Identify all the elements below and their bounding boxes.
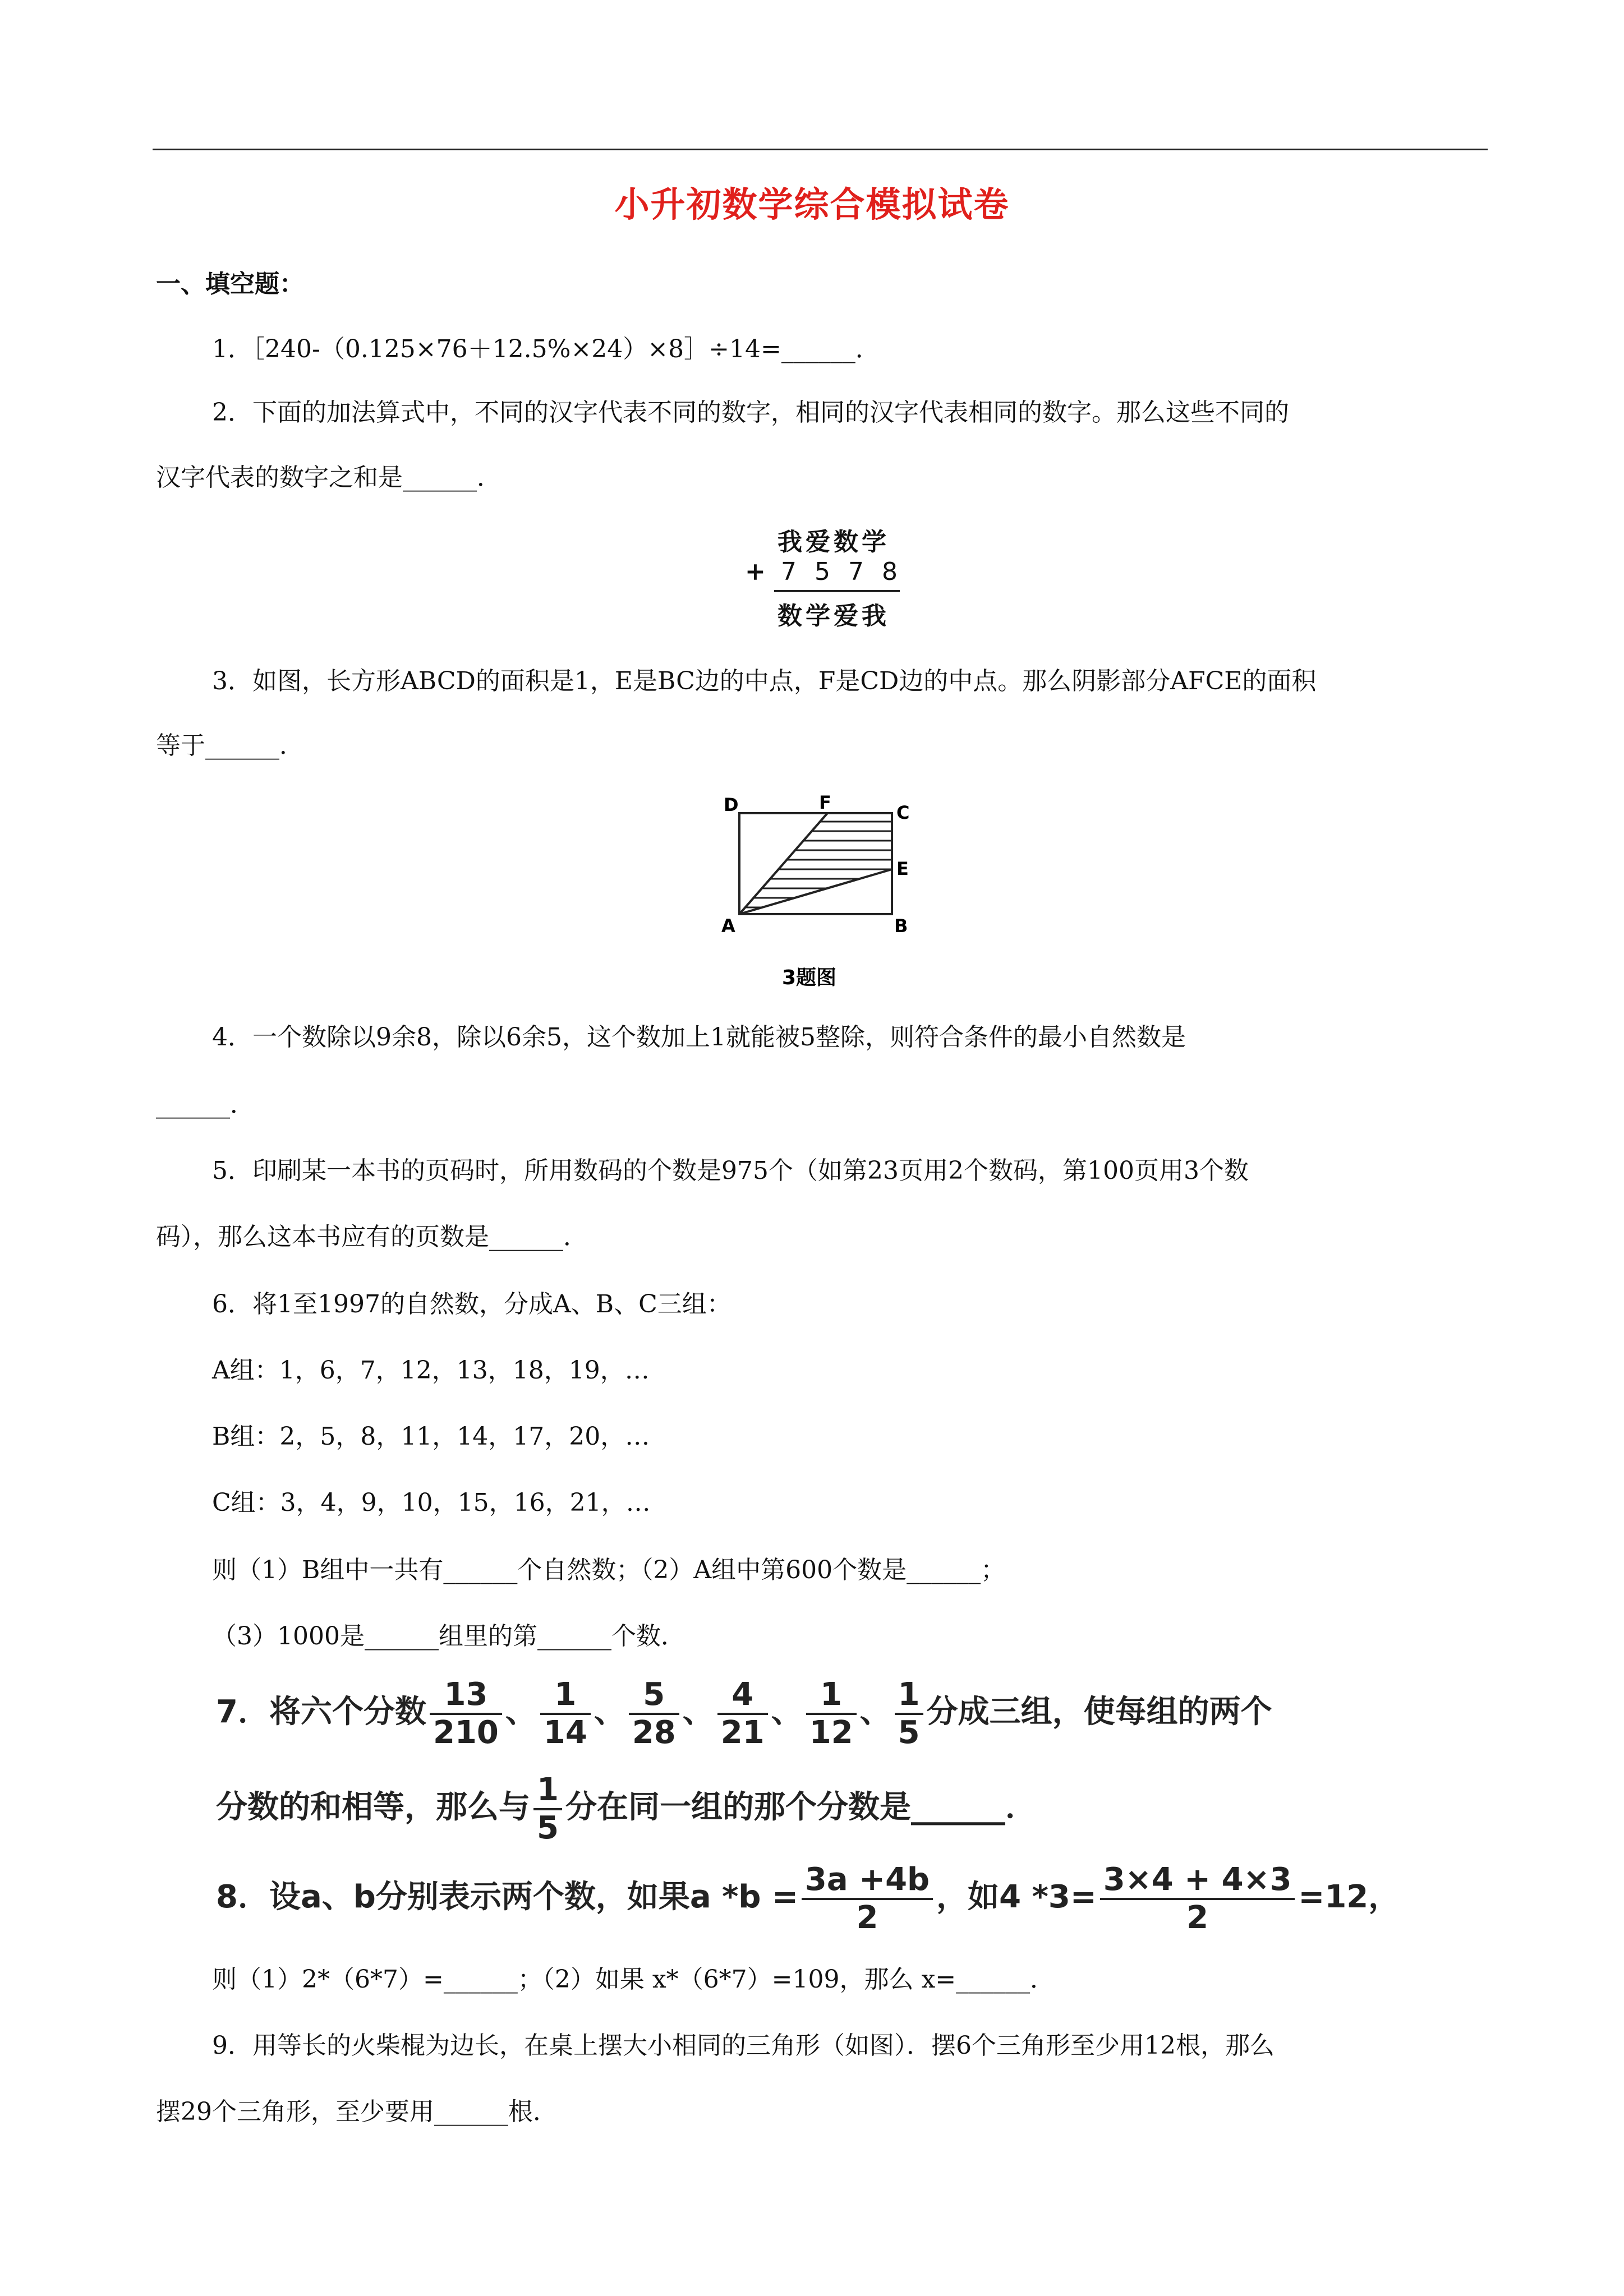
- puzzle-plus-sign: +: [745, 557, 766, 586]
- fraction-numerator: 4: [717, 1677, 768, 1715]
- shaded-region-afce: [735, 822, 898, 907]
- q8-fraction-example: [1100, 1862, 1295, 1936]
- question-6-ask1: 则（1）B组中一共有______个自然数；（2）A组中第600个数是______；: [212, 1556, 1006, 1584]
- question-8-line1: [216, 1862, 1400, 1936]
- label-e: E: [896, 858, 909, 879]
- rectangle-diagram: [712, 791, 926, 998]
- figure-caption: 3题图: [782, 966, 837, 989]
- q7-fraction-4: [717, 1677, 768, 1751]
- q8-prefix: 8．设a、b分别表示两个数，如果a *b =: [216, 1879, 798, 1916]
- top-rule: [153, 149, 1488, 150]
- separator: 、: [859, 1694, 891, 1731]
- q7-fraction-5: [806, 1677, 857, 1751]
- q7-fraction-6: [895, 1677, 923, 1751]
- label-d: D: [724, 794, 739, 815]
- question-9-line2: 摆29个三角形，至少要用______根．: [156, 2097, 558, 2126]
- label-c: C: [896, 802, 910, 823]
- question-9-line1: 9．用等长的火柴棍为边长，在桌上摆大小相同的三角形（如图）．摆6个三角形至少用12根，那么: [212, 2031, 1275, 2060]
- q7-fraction-3: [629, 1677, 679, 1751]
- separator: 、: [594, 1694, 625, 1731]
- q7-prefix: 7．将六个分数: [216, 1694, 426, 1731]
- question-6-line1: 6．将1至1997的自然数，分成A、B、C三组：: [212, 1290, 732, 1318]
- label-f: F: [819, 792, 831, 813]
- q7-line2-prefix: 分数的和相等，那么与: [216, 1789, 530, 1826]
- question-2-line2: 汉字代表的数字之和是______．: [156, 463, 502, 492]
- separator: 、: [505, 1694, 537, 1731]
- fraction-numerator: 5: [629, 1677, 679, 1715]
- puzzle-sum-line: [774, 590, 900, 592]
- fraction-denominator: 21: [720, 1714, 765, 1751]
- separator: 、: [771, 1694, 803, 1731]
- question-3-line2: 等于______．: [156, 731, 304, 760]
- fraction-numerator: 1: [540, 1677, 591, 1715]
- fraction-denominator: 14: [543, 1714, 587, 1751]
- q8-fraction-definition: [802, 1862, 933, 1936]
- q8-suffix: =12，: [1298, 1879, 1400, 1916]
- q8-middle: ，如4 *3=: [936, 1879, 1097, 1916]
- question-8-line2: 则（1）2*（6*7）=______；（2）如果 x*（6*7）=109，那么 x=______．: [212, 1965, 1055, 1994]
- question-3-line1: 3．如图，长方形ABCD的面积是1，E是BC边的中点，F是CD边的中点。那么阴影部分AFCE的面积: [212, 667, 1317, 695]
- question-4-line1: 4．一个数除以9余8，除以6余5，这个数加上1就能被5整除，则符合条件的最小自然数是: [212, 1023, 1186, 1052]
- fraction-numerator: 1: [806, 1677, 857, 1715]
- question-1: 1．［240-（0.125×76＋12.5%×24）×8］÷14=______．: [212, 335, 880, 363]
- fraction-numerator: 13: [430, 1677, 502, 1715]
- question-5-line2: 码），那么这本书应有的页数是______．: [156, 1223, 588, 1251]
- fraction-denominator: 210: [433, 1714, 499, 1751]
- fraction-denominator: 5: [898, 1714, 920, 1751]
- group-a-list: A组：1，6，7，12，13，18，19，…: [212, 1356, 650, 1385]
- question-6-ask2: （3）1000是______组里的第______个数．: [212, 1622, 686, 1650]
- question-5-line1: 5．印刷某一本书的页码时，所用数码的个数是975个（如第23页用2个数码，第100页用3个数: [212, 1156, 1249, 1185]
- fraction-denominator: 5: [537, 1810, 559, 1846]
- group-b-list: B组：2，5，8，11，14，17，20，…: [212, 1422, 650, 1451]
- rectangle-figure: [712, 791, 926, 998]
- question-2-line1: 2．下面的加法算式中，不同的汉字代表不同的数字，相同的汉字代表相同的数字。那么这些不同的: [212, 398, 1289, 427]
- q7-fraction-1: [430, 1677, 502, 1751]
- fraction-denominator: 12: [809, 1714, 853, 1751]
- separator: 、: [682, 1694, 714, 1731]
- q7-line2-fraction: [533, 1772, 562, 1846]
- page-title: 小升初数学综合模拟试卷: [614, 184, 1010, 225]
- fraction-numerator: 1: [533, 1772, 562, 1810]
- addition-puzzle-figure: [735, 522, 915, 634]
- puzzle-middle-row: 7578: [781, 557, 915, 586]
- q7-suffix: 分成三组，使每组的两个: [926, 1694, 1272, 1731]
- question-7-line1: [216, 1677, 1272, 1751]
- fraction-numerator: 3×4 + 4×3: [1100, 1862, 1295, 1900]
- puzzle-bottom-row: 数学爱我: [778, 602, 890, 630]
- section-heading: 一、填空题：: [156, 270, 304, 298]
- q7-line2-suffix: 分在同一组的那个分数是______．: [565, 1789, 1037, 1826]
- fraction-numerator: 3a +4b: [802, 1862, 933, 1900]
- fraction-denominator: 28: [632, 1714, 676, 1751]
- segment-af: [739, 813, 827, 914]
- segment-ae: [739, 869, 892, 914]
- question-4-line2: ______．: [156, 1090, 255, 1119]
- fraction-denominator: 2: [856, 1899, 878, 1936]
- question-7-line2: [216, 1772, 1037, 1846]
- group-c-list: C组：3，4，9，10，15，16，21，…: [212, 1488, 651, 1517]
- q7-fraction-2: [540, 1677, 591, 1751]
- puzzle-top-row: 我爱数学: [778, 528, 890, 556]
- fraction-numerator: 1: [895, 1677, 923, 1715]
- label-a: A: [721, 915, 735, 937]
- label-b: B: [894, 915, 908, 937]
- fraction-denominator: 2: [1186, 1899, 1209, 1936]
